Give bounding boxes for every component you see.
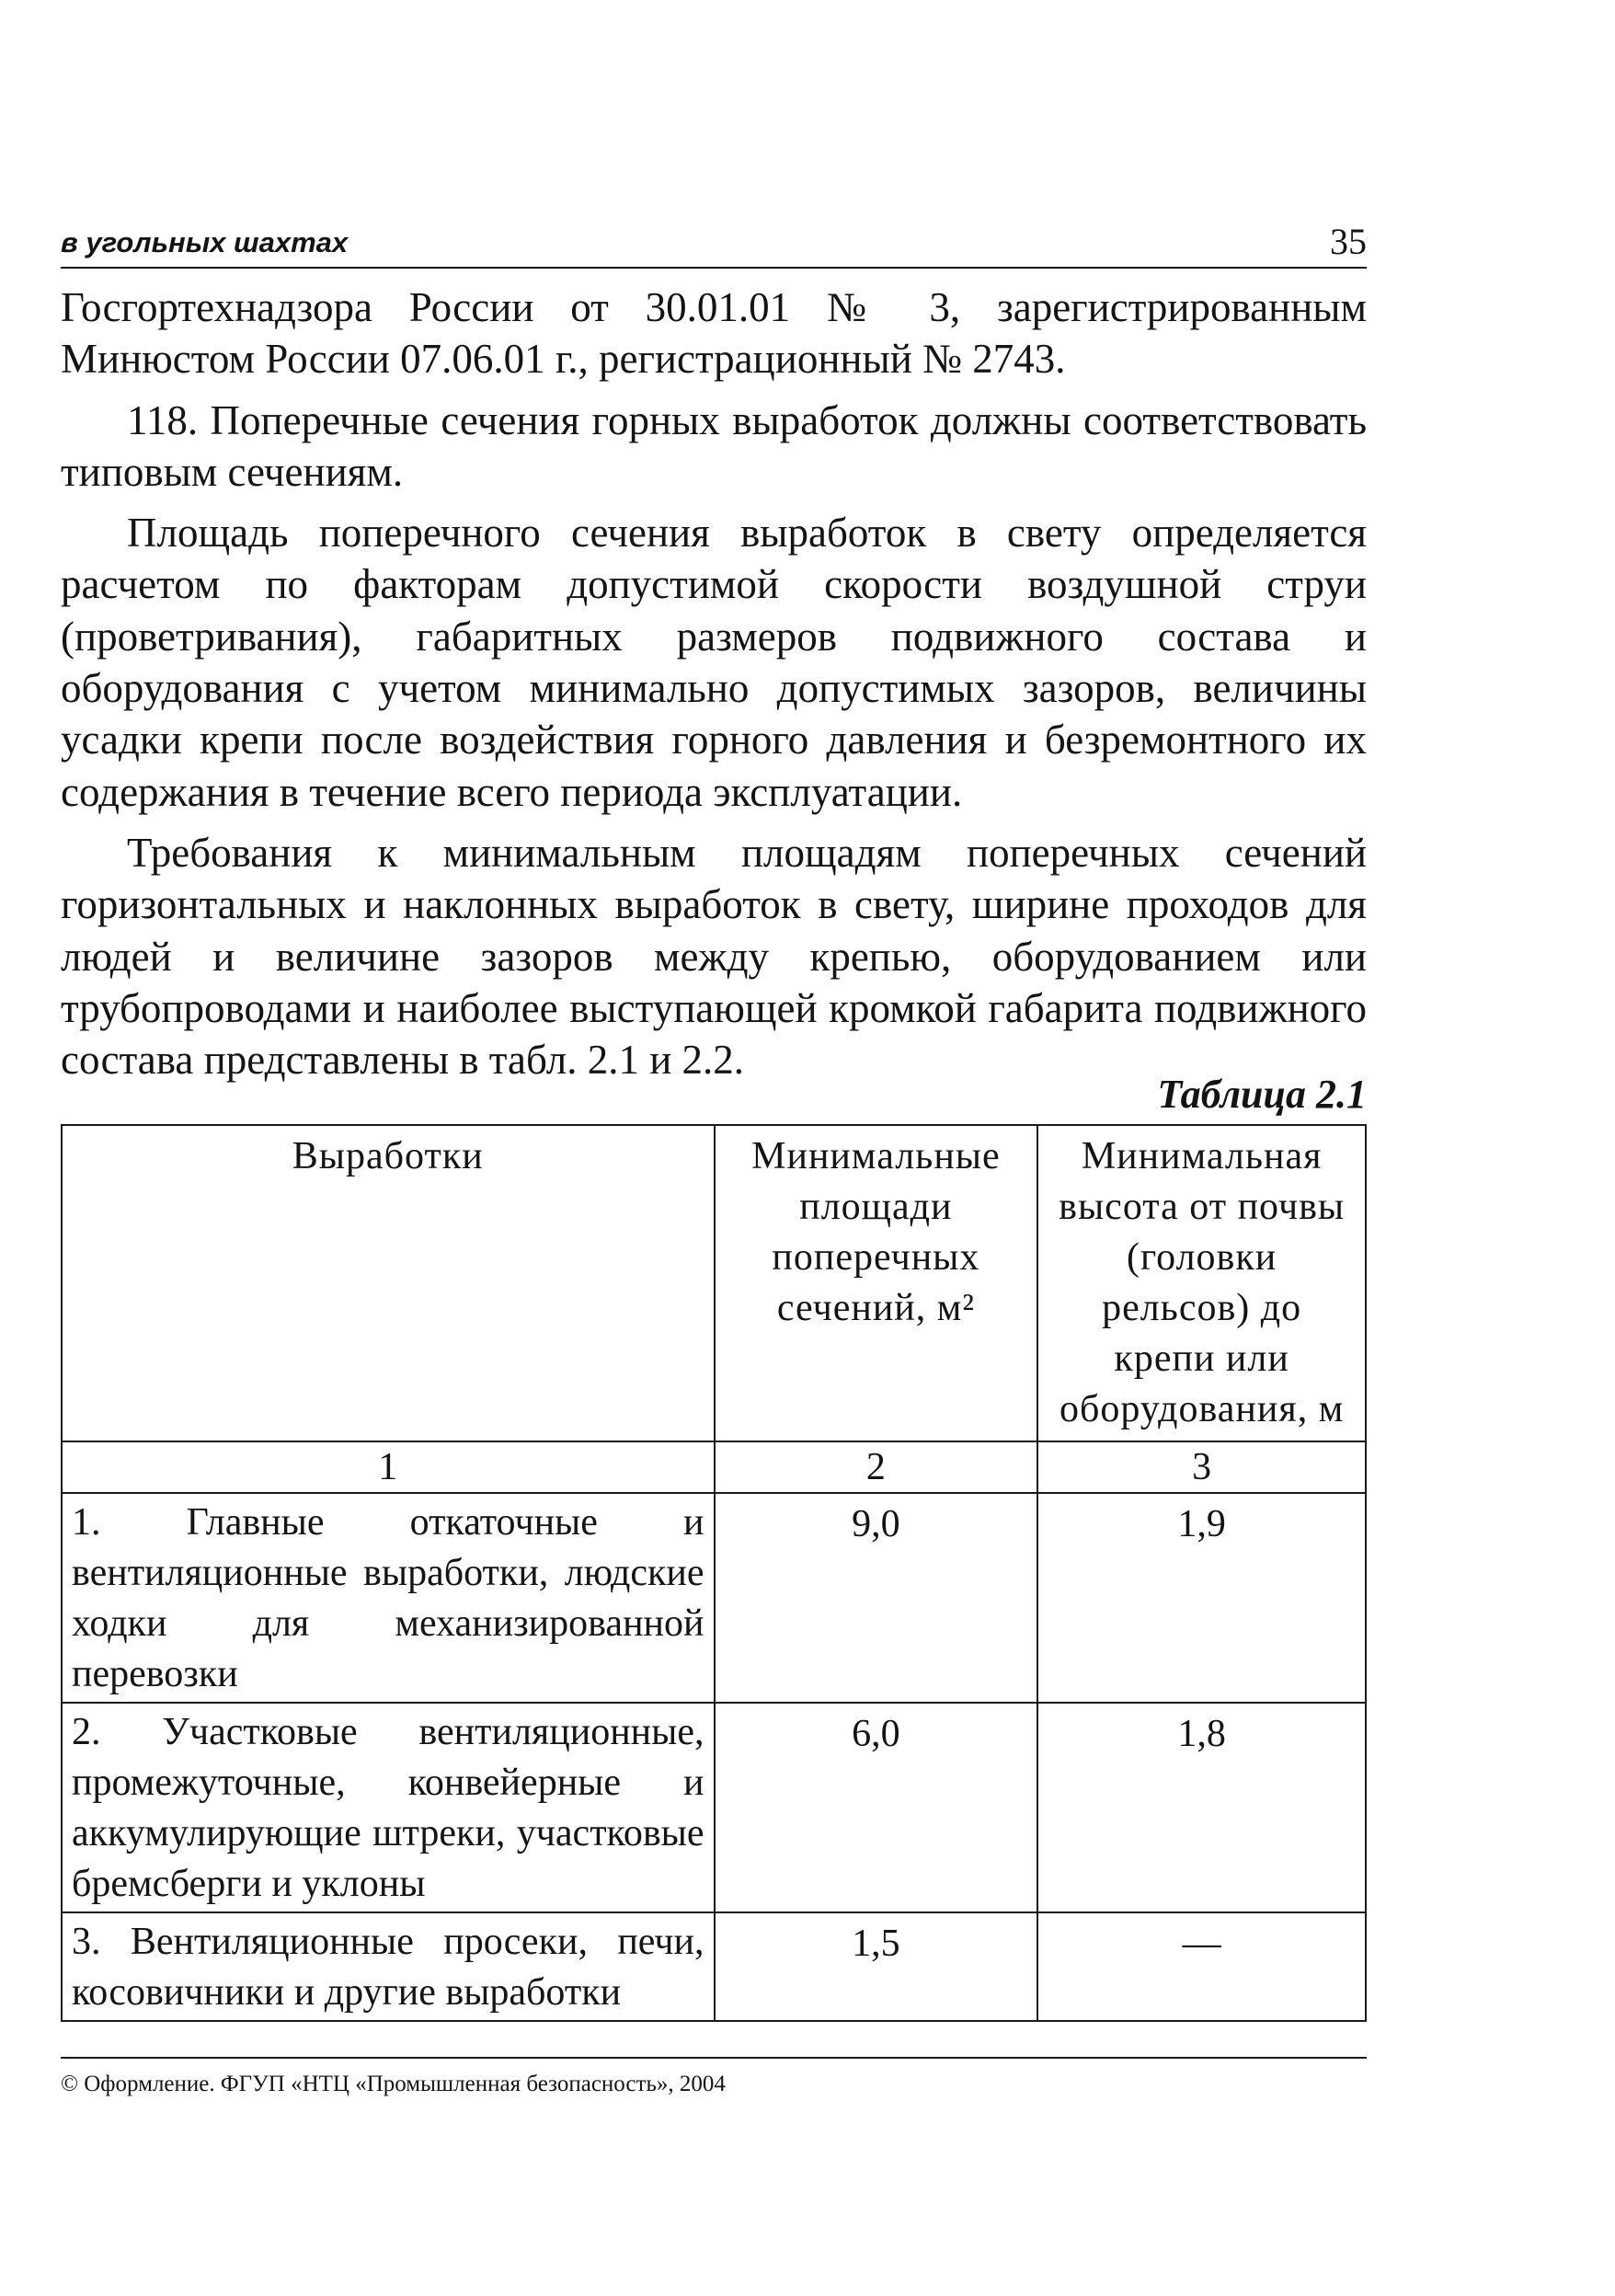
table-row: [62, 1703, 1366, 1912]
paragraph-cross-section-area: Площадь поперечного сечения выработок в свету определяется расчетом по факторам допустимой скорости воздушной струи (проветривания), габаритных размеров подвижного состава и оборудования с учетом минимально допустимых зазоров, величины усадки крепи после воздействия горного давления и безремонтного их содержания в течение всего периода эксплуатации.: [61, 510, 1367, 815]
column-number-2: 2: [715, 1441, 1038, 1493]
table-header-row: [62, 1125, 1366, 1441]
row-height: 1,8: [1037, 1703, 1366, 1912]
paragraph-continuation: Госгортехнадзора России от 30.01.01 № 3, зарегистрированным Минюстом России 07.06.01 г., регистрационный № 2743.: [61, 284, 1367, 383]
row-area: 6,0: [715, 1703, 1038, 1912]
column-number-3: 3: [1037, 1441, 1366, 1493]
footer-divider: [61, 2057, 1367, 2059]
row-name: 3. Вентиляционные просеки, печи, косовичники и другие выработки: [62, 1912, 715, 2021]
row-height: 1,9: [1037, 1493, 1366, 1703]
table-caption: Таблица 2.1: [1157, 1072, 1367, 1117]
running-header: [61, 217, 1367, 269]
body-text: [61, 281, 1367, 1085]
row-area: 9,0: [715, 1493, 1038, 1703]
row-name: 2. Участковые вентиляционные, промежуточные, конвейерные и аккумулирующие штреки, участковые бремсберги и уклоны: [62, 1703, 715, 1912]
header-min-area: Минимальные площади поперечных сечений, м²: [715, 1125, 1038, 1441]
header-min-height: Минимальная высота от почвы (головки рельсов) до крепи или оборудования, м: [1037, 1125, 1366, 1441]
running-title: в угольных шахтах: [61, 226, 349, 258]
page-number: 35: [1330, 221, 1367, 262]
copyright-footer: © Оформление. ФГУП «НТЦ «Промышленная безопасность», 2004: [61, 2072, 726, 2096]
document-page: [61, 0, 1367, 2296]
row-area: 1,5: [715, 1912, 1038, 2021]
table-row: [62, 1493, 1366, 1703]
row-name: 1. Главные откаточные и вентиляционные выработки, людские ходки для механизированной перевозки: [62, 1493, 715, 1703]
norms-table: [61, 1124, 1367, 2022]
header-workings: Выработки: [62, 1125, 715, 1441]
paragraph-118: 118. Поперечные сечения горных выработок должны соответствовать типовым сечениям.: [61, 396, 1367, 495]
column-number-row: [62, 1441, 1366, 1493]
paragraph-requirements: Требования к минимальным площадям поперечных сечений горизонтальных и наклонных выработок в свету, ширине проходов для людей и величине зазоров между крепью, оборудованием или трубопроводами и наиболее выступающей кромкой габарита подвижного состава представлены в табл. 2.1 и 2.2.: [61, 829, 1367, 1084]
table-row: [62, 1912, 1366, 2021]
row-height: —: [1037, 1912, 1366, 2021]
column-number-1: 1: [62, 1441, 715, 1493]
